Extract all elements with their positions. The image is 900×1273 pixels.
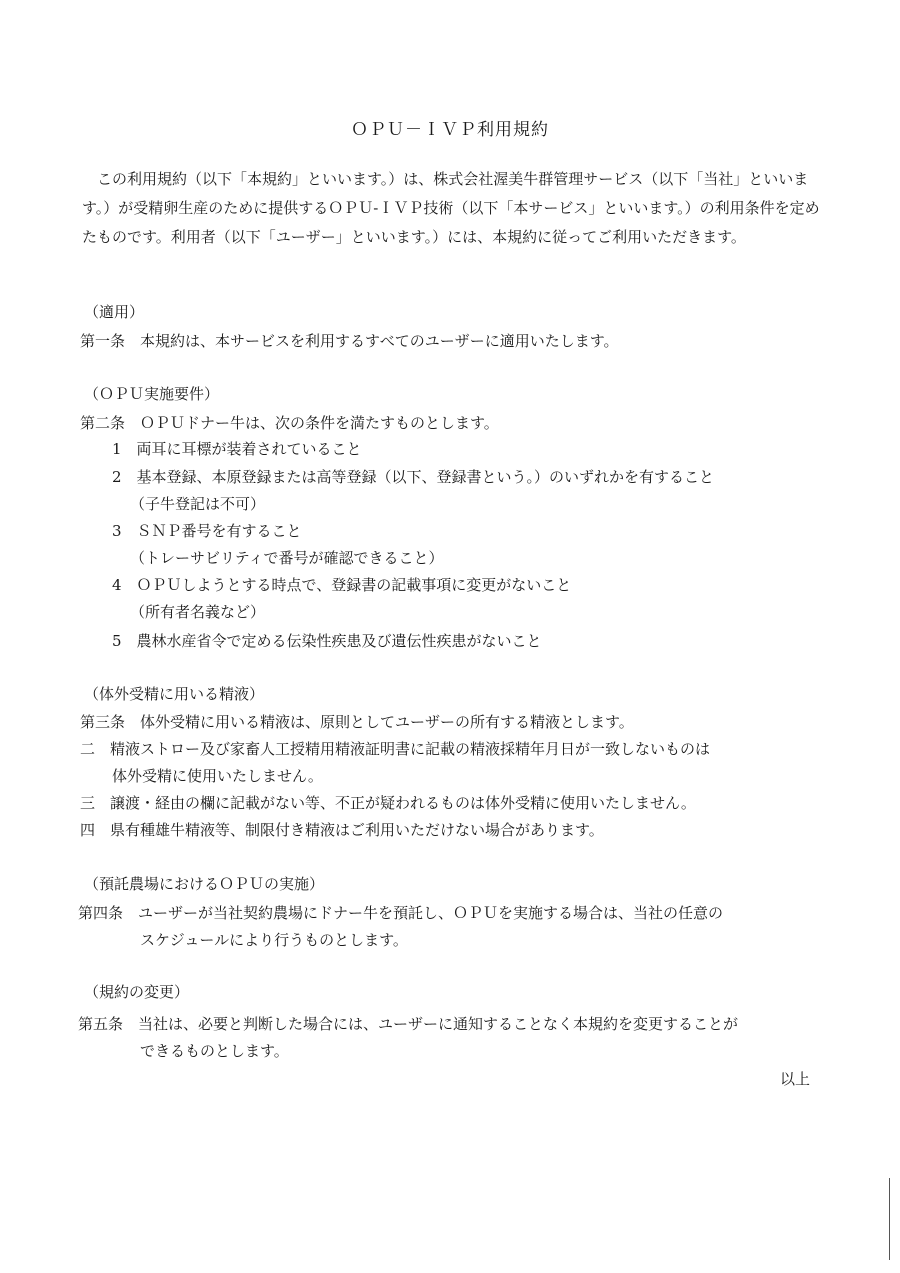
article-4-cont: スケジュールにより行うものとします。 [140,931,408,949]
scan-edge-line [889,1178,890,1260]
closing-mark: 以上 [780,1070,811,1088]
article-5-cont: できるものとします。 [140,1042,289,1060]
document-title: ＯＰＵ－ＩＶＰ利用規約 [351,120,549,140]
section-heading-farm-opu: （預託農場におけるＯＰＵの実施） [84,875,325,893]
article-3-clause: 二 精液ストロー及び家畜人工授精用精液証明書に記載の精液採精年月日が一致しないものは [80,740,711,758]
intro-paragraph: この利用規約（以下「本規約」といいます。）は、株式会社渥美牛群管理サービス（以下「当社」といいます。）が受精卵生産のために提供するＯＰＵ-ＩＶＰ技術（以下「本サービス」といいます。）の利用条件を定めたものです。利用者（以下「ユーザー」といいます。）には、本規約に従ってご利用いただきます。 [82,170,820,246]
article-3-clause: 三 譲渡・経由の欄に記載がない等、不正が疑われるものは体外受精に使用いたしません。 [80,794,696,812]
article-1: 第一条 本規約は、本サービスを利用するすべてのユーザーに適用いたします。 [80,332,619,350]
section-heading-semen: （体外受精に用いる精液） [84,685,265,703]
article-2: 第二条 ＯＰＵドナー牛は、次の条件を満たすものとします。 [80,414,499,432]
section-heading-amendment: （規約の変更） [84,983,190,1001]
requirement-item: 3 ＳＮＰ番号を有すること [112,522,302,540]
article-4: 第四条 ユーザーが当社契約農場にドナー牛を預託し、ＯＰＵを実施する場合は、当社の任意の [78,904,724,922]
requirement-note: （子牛登記は不可） [130,495,266,513]
section-heading-application: （適用） [84,303,145,321]
requirement-note: （トレーサビリティで番号が確認できること） [130,549,444,567]
article-3-clause-cont: 体外受精に使用いたしません。 [112,767,323,785]
article-3-clause: 四 県有種雄牛精液等、制限付き精液はご利用いただけない場合があります。 [80,821,604,839]
requirement-note: （所有者名義など） [130,603,266,621]
requirement-item: 5 農林水産省令で定める伝染性疾患及び遺伝性疾患がないこと [112,632,542,650]
article-3: 第三条 体外受精に用いる精液は、原則としてユーザーの所有する精液とします。 [80,713,634,731]
requirement-item: 2 基本登録、本原登録または高等登録（以下、登録書という。）のいずれかを有すること [112,468,715,486]
requirement-item: 4 ＯＰＵしようとする時点で、登録書の記載事項に変更がないこと [112,576,572,594]
article-5: 第五条 当社は、必要と判断した場合には、ユーザーに通知することなく本規約を変更することが [78,1015,739,1033]
requirement-item: 1 両耳に耳標が装着されていること [112,440,362,458]
section-heading-opu-requirements: （ＯＰＵ実施要件） [84,385,220,403]
